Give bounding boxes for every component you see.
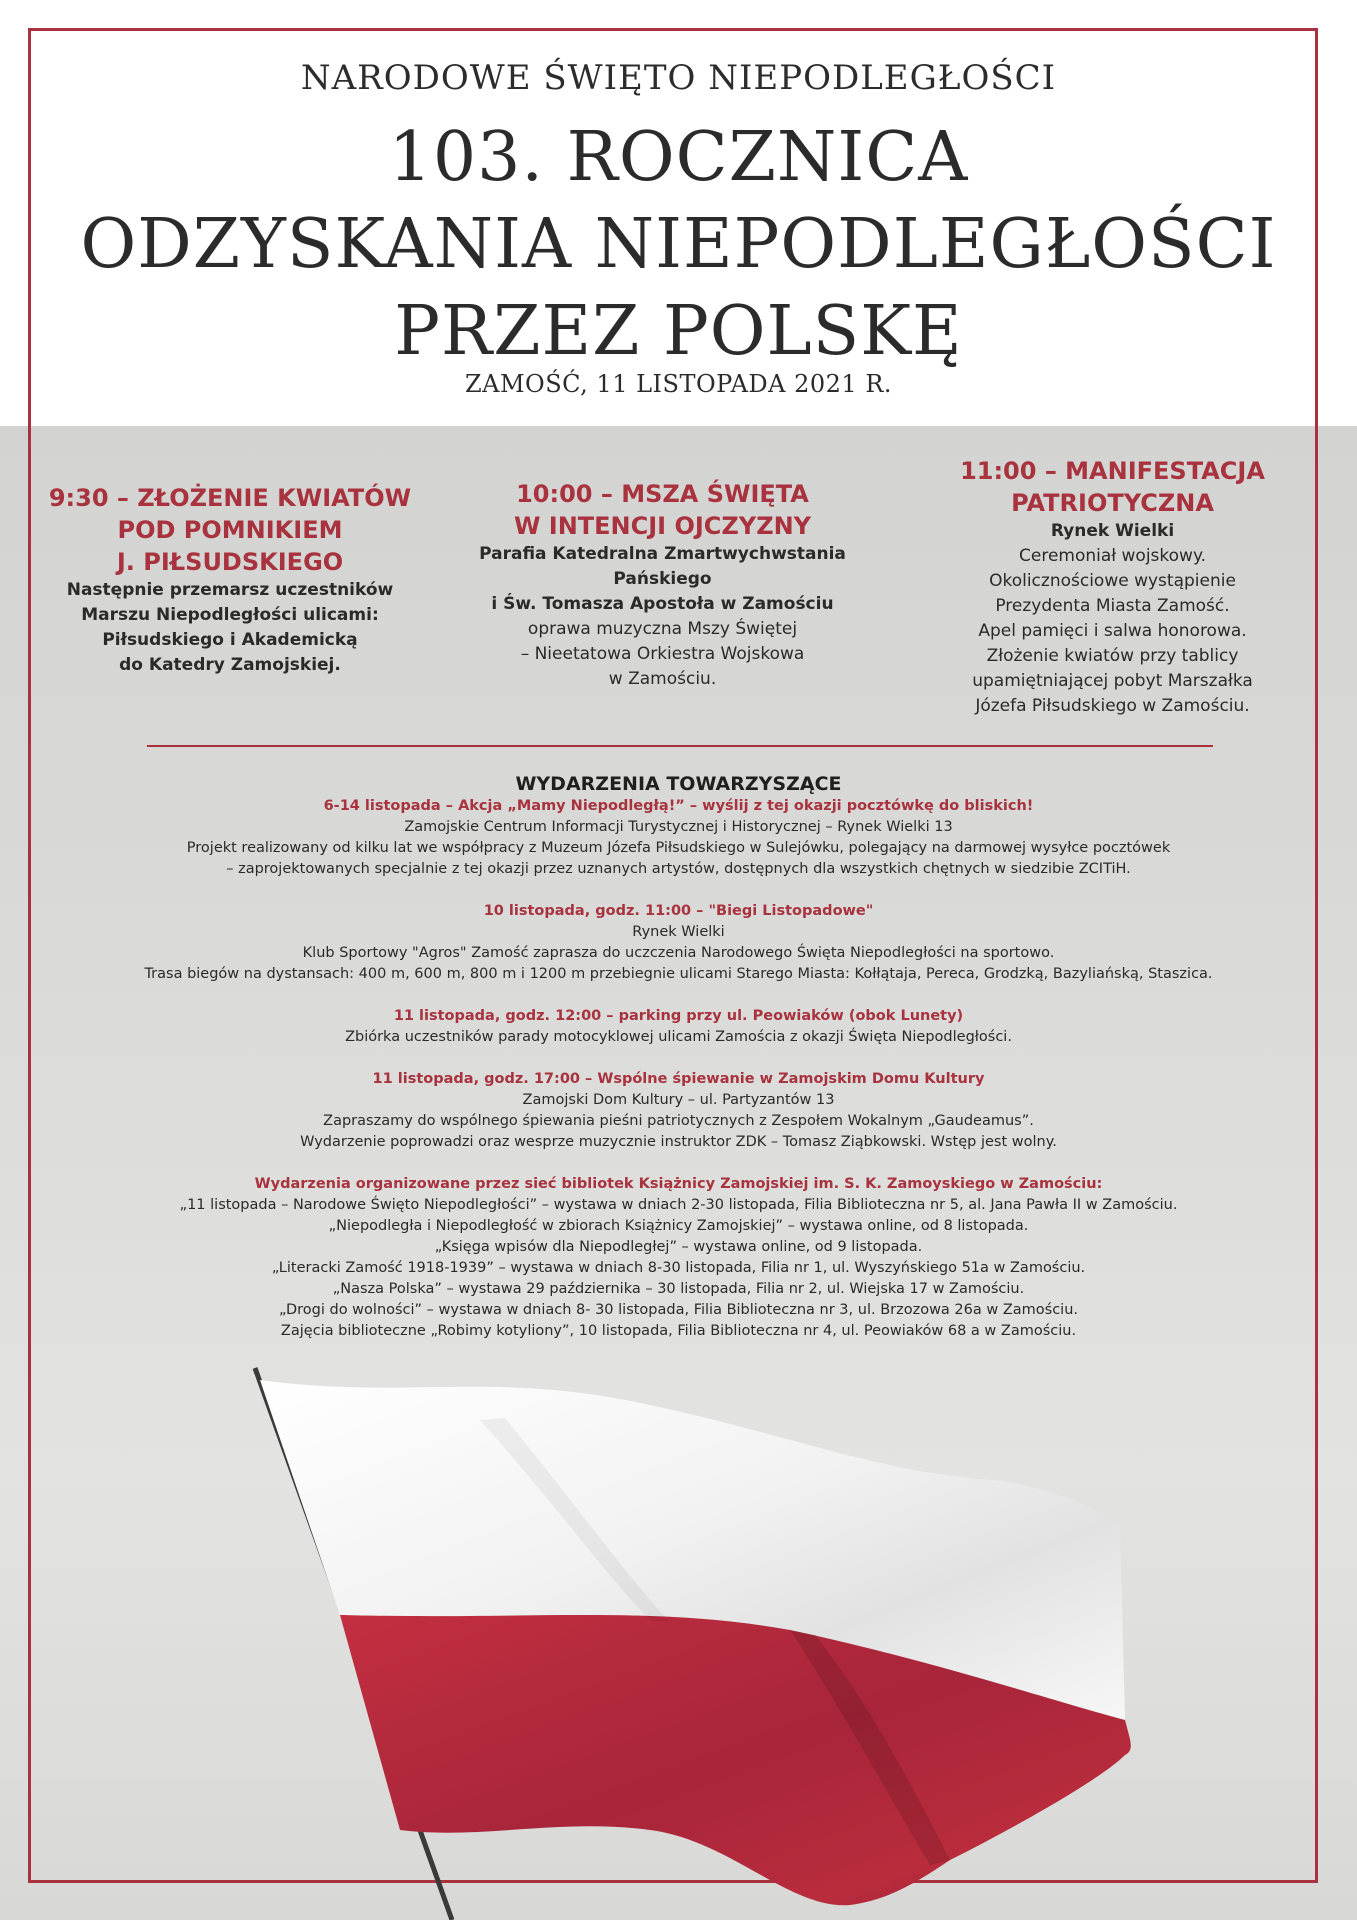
program-item-description: Piłsudskiego i Akademicką <box>102 630 358 650</box>
program-item-venue: Pańskiego <box>613 569 712 589</box>
title-line: J. PIŁSUDSKIEGO <box>116 548 344 576</box>
events-heading: WYDARZENIA TOWARZYSZĄCE <box>515 773 842 795</box>
program-item-description: Józefa Piłsudskiego w Zamościu. <box>975 696 1250 716</box>
section-divider <box>147 745 1213 747</box>
event-line: Zbiórka uczestników parady motocyklowej ulicami Zamościa z okazji Święta Niepodległości. <box>345 1029 1012 1045</box>
event-line: Trasa biegów na dystansach: 400 m, 600 m, 800 m i 1200 m przebiegnie ulicami Starego Miasta: Kołłątaja, Pereca, Grodzką, Bazyliańską, Staszica. <box>144 966 1213 982</box>
spacer <box>60 1048 1297 1069</box>
event-line: „Nasza Polska” – wystawa 29 października – 30 listopada, Filia nr 2, ul. Wiejska 17 w Zamościu. <box>332 1281 1025 1297</box>
title-line: W INTENCJI OJCZYZNY <box>513 512 812 540</box>
program-item-description: w Zamościu. <box>608 669 717 689</box>
program-item-description: Apel pamięci i salwa honorowa. <box>978 621 1247 641</box>
program-item-title <box>40 482 420 578</box>
title-line: PATRIOTYCZNA <box>1011 489 1214 517</box>
event-line: „Literacki Zamość 1918-1939” – wystawa w dniach 8-30 listopada, Filia nr 1, ul. Wyszyńskiego 51a w Zamościu. <box>271 1260 1086 1276</box>
program-item-description: Marszu Niepodległości ulicami: <box>81 605 379 625</box>
program-item-title <box>455 478 870 542</box>
program-item-description: oprawa muzyczna Mszy Świętej <box>527 619 798 639</box>
event-line: Projekt realizowany od kilku lat we współpracy z Muzeum Józefa Piłsudskiego w Sulejówku, polegający na darmowej wysyłce pocztówek <box>186 840 1171 856</box>
event-headline: 11 listopada, godz. 12:00 – parking przy ul. Peowiaków (obok Lunety) <box>393 1008 964 1024</box>
event-line: Wydarzenie poprowadzi oraz wesprze muzycznie instruktor ZDK – Tomasz Ziąbkowski. Wstęp jest wolny. <box>300 1134 1057 1150</box>
program-item-patriotic-rally <box>905 455 1320 719</box>
event-line: „Drogi do wolności” – wystawa w dniach 8- 30 listopada, Filia Biblioteczna nr 3, ul. Brzozowa 26a w Zamościu. <box>278 1302 1078 1318</box>
program-item-description: Prezydenta Miasta Zamość. <box>995 596 1230 616</box>
accompanying-events <box>60 772 1297 1342</box>
event-line: Zajęcia biblioteczne „Robimy kotyliony”, 10 listopada, Filia Biblioteczna nr 4, ul. Peowiaków 68 a w Zamościu. <box>280 1323 1077 1339</box>
spacer <box>60 1153 1297 1174</box>
place-and-date: ZAMOŚĆ, 11 LISTOPADA 2021 R. <box>464 370 893 398</box>
program-item-venue: Rynek Wielki <box>1050 521 1175 541</box>
program-item-holy-mass <box>455 478 870 692</box>
program-item-description: Złożenie kwiatów przy tablicy <box>986 646 1239 666</box>
event-line: Klub Sportowy "Agros" Zamość zaprasza do uczczenia Narodowego Święta Niepodległości na sportowo. <box>302 945 1055 961</box>
event-line: „Księga wpisów dla Niepodległej” – wystawa online, od 9 listopada. <box>434 1239 923 1255</box>
title-line: POD POMNIKIEM <box>117 516 343 544</box>
event-headline: Wydarzenia organizowane przez sieć bibliotek Książnicy Zamojskiej im. S. K. Zamoyskiego w Zamościu: <box>254 1176 1103 1192</box>
event-line: – zaprojektowanych specjalnie z tej okazji przez uznanych artystów, dostępnych dla wszystkich chętnych w siedzibie ZCITiH. <box>226 861 1131 877</box>
spacer <box>60 985 1297 1006</box>
title-line: 9:30 – ZŁOŻENIE KWIATÓW <box>48 484 412 512</box>
event-headline: 6-14 listopada – Akcja „Mamy Niepodległą!” – wyślij z tej okazji pocztówkę do bliskich! <box>323 798 1034 814</box>
program-item-venue: i Św. Tomasza Apostoła w Zamościu <box>491 594 834 614</box>
spacer <box>60 880 1297 901</box>
title-line: 10:00 – MSZA ŚWIĘTA <box>516 480 809 508</box>
event-line: „Niepodległa i Niepodległość w zbiorach Książnicy Zamojskiej” – wystawa online, od 8 listopada. <box>328 1218 1029 1234</box>
program-item-venue: Parafia Katedralna Zmartwychwstania <box>479 544 846 564</box>
poster-kicker: NARODOWE ŚWIĘTO NIEPODLEGŁOŚCI <box>300 58 1057 98</box>
program-item-description: do Katedry Zamojskiej. <box>119 655 341 675</box>
program-item-description: upamiętniającej pobyt Marszałka <box>972 671 1253 691</box>
program-item-description: – Nieetatowa Orkiestra Wojskowa <box>520 644 805 664</box>
program-item-description: Ceremoniał wojskowy. <box>1019 546 1206 566</box>
event-line: Zamojskie Centrum Informacji Turystycznej i Historycznej – Rynek Wielki 13 <box>404 819 953 835</box>
event-headline: 11 listopada, godz. 17:00 – Wspólne śpiewanie w Zamojskim Domu Kultury <box>372 1071 985 1087</box>
poster-title-line-3: PRZEZ POLSKĘ <box>394 292 963 371</box>
program-item-title <box>905 455 1320 519</box>
program-item-wreath-laying <box>40 482 420 678</box>
event-line: Zamojski Dom Kultury – ul. Partyzantów 13 <box>522 1092 835 1108</box>
event-headline: 10 listopada, godz. 11:00 – "Biegi Listopadowe" <box>483 903 874 919</box>
title-line: 11:00 – MANIFESTACJA <box>960 457 1265 485</box>
event-line: „11 listopada – Narodowe Święto Niepodległości” – wystawa w dniach 2-30 listopada, Filia Biblioteczna nr 5, al. Jana Pawła II w Zamościu. <box>179 1197 1178 1213</box>
poster-title-line-1: 103. ROCZNICA <box>388 118 969 197</box>
program-item-description: Okolicznościowe wystąpienie <box>989 571 1236 591</box>
program-item-description: Następnie przemarsz uczestników <box>66 580 394 600</box>
event-line: Zapraszamy do wspólnego śpiewania pieśni patriotycznych z Zespołem Wokalnym „Gaudeamus”. <box>323 1113 1034 1129</box>
event-line: Rynek Wielki <box>632 924 725 940</box>
polish-flag-image <box>230 1360 1150 1920</box>
poster-title-line-2: ODZYSKANIA NIEPODLEGŁOŚCI <box>80 205 1277 284</box>
